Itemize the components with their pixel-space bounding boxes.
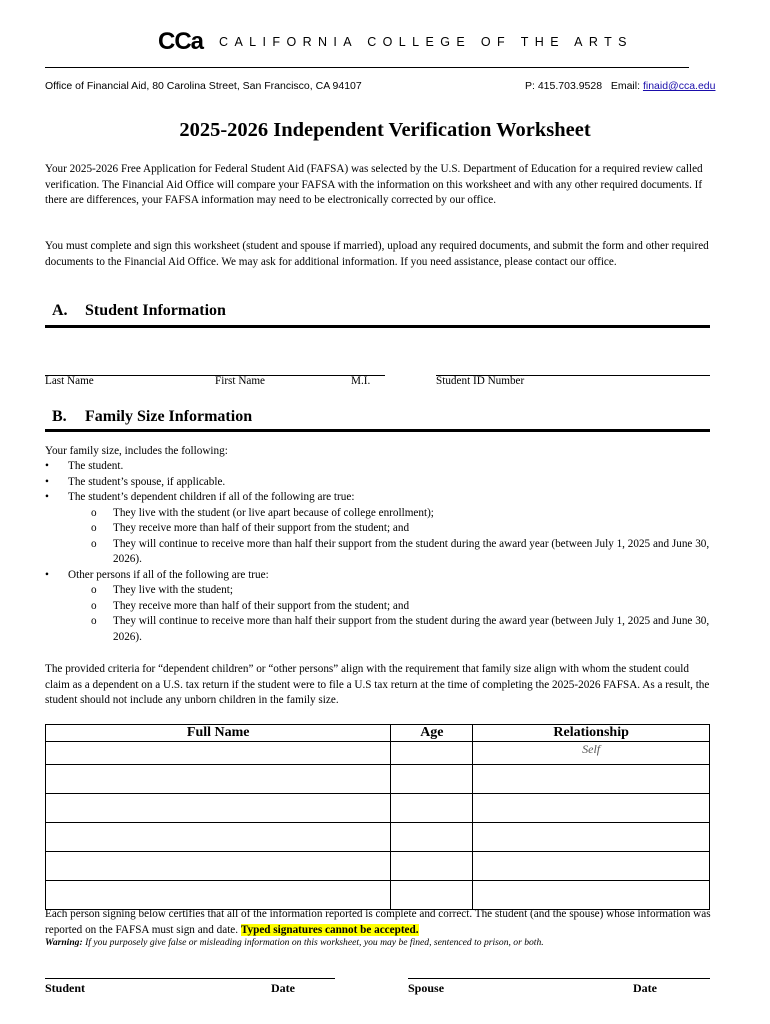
section-b-divider [45,429,710,432]
family-members-table [45,724,710,910]
table-row [46,765,710,794]
family-size-intro: Your family size, includes the following: [45,445,228,457]
certification-paragraph [45,907,715,938]
last-name-label: Last Name [45,375,94,387]
phone-number: P: 415.703.9528 [525,80,603,92]
section-b-letter: B. [52,408,67,425]
page-title: 2025-2026 Independent Verification Worksheet [179,119,591,141]
email-link[interactable]: finaid@cca.edu [642,80,716,92]
criteria-paragraph: The provided criteria for “dependent children” or “other persons” align with the requirement that family size align with whom the student could claim as a dependent on a U.S. tax return if the student were to file a U.S tax return at the time of completing the 2025-2026 FAFSA. As a result, the student should not include any unborn children in the family size. [45,663,710,706]
student-id-label: Student ID Number [436,375,525,387]
spouse-signature-line[interactable] [408,978,710,979]
full-name-header: Full Name [46,725,391,742]
full-name-cell[interactable] [46,742,391,765]
table-header-row [46,725,710,742]
table-row [46,742,710,765]
section-a-divider [45,325,710,328]
relationship-header: Relationship [473,725,710,742]
typed-signature-notice: Typed signatures cannot be accepted. [240,923,419,936]
middle-initial-label: M.I. [351,375,371,387]
section-b-heading [52,408,252,426]
full-name-cell[interactable] [46,881,391,910]
relationship-cell[interactable] [473,794,710,823]
spouse-date-label: Date [633,981,657,995]
full-name-cell[interactable] [46,765,391,794]
cca-logo [158,30,633,54]
age-header: Age [391,725,473,742]
list-item: o They live with the student (or live apart because of college enrollment); [68,506,725,522]
student-date-label: Date [271,981,295,995]
full-name-cell[interactable] [46,852,391,881]
full-name-cell[interactable] [46,823,391,852]
self-label: Self [582,742,601,756]
warning-notice [45,937,544,948]
age-cell[interactable] [391,794,473,823]
contact-info [525,80,716,92]
list-item: • The student. [45,459,725,475]
others-conditions-list [68,583,725,645]
header-divider [45,67,689,68]
age-cell[interactable] [391,742,473,765]
logo-mark: CCa [158,28,204,55]
relationship-cell[interactable] [473,852,710,881]
relationship-cell[interactable] [473,742,710,765]
list-item: o They will continue to receive more than half their support from the student during the award year (between July 1, 2025 and June 30, 2026). [68,537,725,568]
section-a-heading [52,302,226,320]
age-cell[interactable] [391,765,473,794]
table-row [46,794,710,823]
list-item: o They live with the student; [68,583,725,599]
children-conditions-list [68,506,725,568]
section-b-title: Family Size Information [85,408,253,425]
age-cell[interactable] [391,823,473,852]
email-label: Email: [610,80,641,92]
age-cell[interactable] [391,852,473,881]
list-item: o They receive more than half of their support from the student; and [68,599,725,615]
warning-text: If you purposely give false or misleading information on this worksheet, you may be fined, sentenced to prison, or both. [85,937,544,948]
section-a-letter: A. [52,302,68,319]
relationship-cell[interactable] [473,765,710,794]
full-name-cell[interactable] [46,794,391,823]
warning-label: Warning: [45,937,83,948]
table-row [46,852,710,881]
table-row [46,823,710,852]
table-row [46,881,710,910]
student-signature-line[interactable] [45,978,335,979]
list-item: o They receive more than half of their support from the student; and [68,521,725,537]
relationship-cell[interactable] [473,823,710,852]
certification-text: Each person signing below certifies that all of the information reported is complete and correct. The student (and the spouse) whose information was reported on the FAFSA must sign and date. [45,908,711,936]
student-signature-label: Student [45,981,86,995]
family-size-criteria-list [45,459,725,645]
first-name-label: First Name [215,375,266,387]
section-a-title: Student Information [85,302,226,319]
office-address: Office of Financial Aid, 80 Carolina Street, San Francisco, CA 94107 [45,80,362,92]
list-item: • Other persons if all of the following are true: o They live with the student; o They receive more than half of their support from the student; and o They will continue to receive more than half their support from the student during the award year (between July 1, 2025 and June 30, 2026). [45,568,725,646]
list-item: • The student’s spouse, if applicable. [45,475,725,491]
relationship-cell[interactable] [473,881,710,910]
age-cell[interactable] [391,881,473,910]
list-item: o They will continue to receive more than half their support from the student during the award year (between July 1, 2025 and June 30, 2026). [68,614,725,645]
spouse-signature-label: Spouse [408,981,445,995]
intro-paragraph-2: You must complete and sign this worksheet (student and spouse if married), upload any required documents, and submit the form and other required documents to the Financial Aid Office. We may ask for additional information. If you need assistance, please contact our office. [45,240,709,268]
list-item: • The student’s dependent children if all of the following are true: o They live with the student (or live apart because of college enrollment); o They receive more than half of their support from the student; and o They will continue to receive more than half their support from the student during the award year (between July 1, 2025 and June 30, 2026). [45,490,725,568]
logo-wordmark: CALIFORNIA COLLEGE OF THE ARTS [219,35,633,49]
intro-paragraph-1: Your 2025-2026 Free Application for Federal Student Aid (FAFSA) was selected by the U.S. Department of Education for a required review called verification. The Financial Aid Office will compare your FAFSA with the information on this worksheet and with any other required documents. If there are differences, your FAFSA information may need to be electronically corrected by our office. [45,163,703,206]
